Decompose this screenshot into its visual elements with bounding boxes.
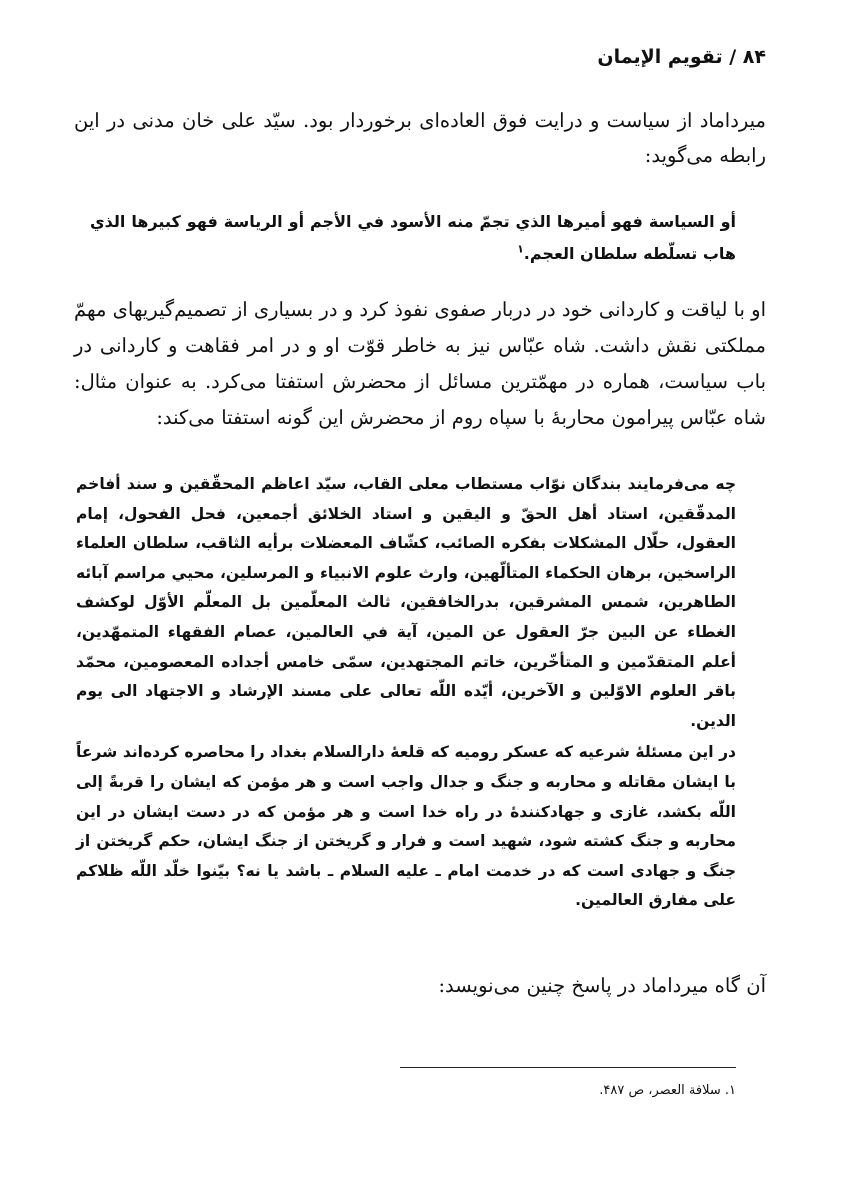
footnote-marker[interactable]: ۱ bbox=[517, 242, 524, 256]
question-quote bbox=[76, 470, 736, 918]
footnote-divider bbox=[400, 1067, 736, 1068]
intro-paragraph: میرداماد از سیاست و درایت فوق العاده‌ای برخوردار بود. سیّد علی خان مدنی در این رابطه می‌گوید: bbox=[74, 109, 766, 167]
arabic-quote-text: أو السیاسة فهو أمیرها الذي تجمّ منه الأسود في الأجم أو الریاسة فهو کبیرها الذي هاب تسلّطه سلطان العجم. bbox=[90, 212, 736, 263]
question-paragraph-2: در این مسئلهٔ شرعیه که عسکر رومیه که قلعهٔ دارالسلام بغداد را محاصره کرده‌اند شرعاً با ایشان مقاتله و محاربه و جنگ و جدال واجب است و هر مؤمن که ایشان را قربةً إلی اللّه بکشد، غازی و جهادکنندهٔ در راه خدا است و هر مؤمن که در دست ایشان در این محاربه و جنگ کشته شود، شهید است و فرار و گریختن از جنگ ایشان، حکم گریختن از جنگ و جهادی است که در خدمت امام ـ علیه السلام ـ باشد یا نه؟ بیّنوا خلّد اللّه ظلاکم علی مفارق العالمین. bbox=[76, 743, 736, 910]
question-paragraph-1: چه می‌فرمایند بندگان نوّاب مستطاب معلی القاب، سیّد اعاظم المحقّقین و سند أفاخم المدقّقین، استاد أهل الحقّ و الیقین و استاد الخلائق أجمعین، فحل الفحول، إمام العقول، حلّال المشکلات بفکره الصائب، کشّاف المعضلات برأیه الثاقب، سلطان العلماء الراسخین، برهان الحکماء المتألّهین، وارث علوم الانبیاء و المرسلین، محیي مراسم آبائه الطاهرین، شمس المشرقین، بدرالخافقین، ثالث المعلّمین بل المعلّم الأوّل لوکشف الغطاء عن البین جرّ العقول عن المین، آیة في العالمین، عصام الفقهاء المتمهّدین، أعلم المتقدّمین و المتأخّرین، خاتم المجتهدین، سمّی خامس أجداده المعصومین، محمّد باقر العلوم الاوّلین و الآخرین، أیّده اللّه تعالی علی مسند الإرشاد و الاجتهاد الی یوم الدین. bbox=[76, 475, 736, 730]
closing-paragraph: آن گاه میرداماد در پاسخ چنین می‌نویسد: bbox=[438, 974, 766, 997]
arabic-quote bbox=[90, 206, 736, 270]
footnote-1: ۱. سلافة العصر، ص ۴۸۷. bbox=[599, 1083, 736, 1098]
main-paragraph: او با لیاقت و کاردانی خود در دربار صفوی نفوذ کرد و در بسیاری از تصمیم‌گیریهای مهمّ مملکتی نقش داشت. شاه عبّاس نیز به خاطر قوّت او و در امر فقاهت و کاردانی در باب سیاست، هماره در مهمّترین مسائل از محضرش استفتا می‌کرد. به عنوان مثال: شاه عبّاس پیرامون محاربهٔ با سپاه روم از محضرش این گونه استفتا می‌کند: bbox=[74, 298, 766, 429]
page-header: ۸۴ / تقویم الإیمان bbox=[597, 46, 766, 68]
